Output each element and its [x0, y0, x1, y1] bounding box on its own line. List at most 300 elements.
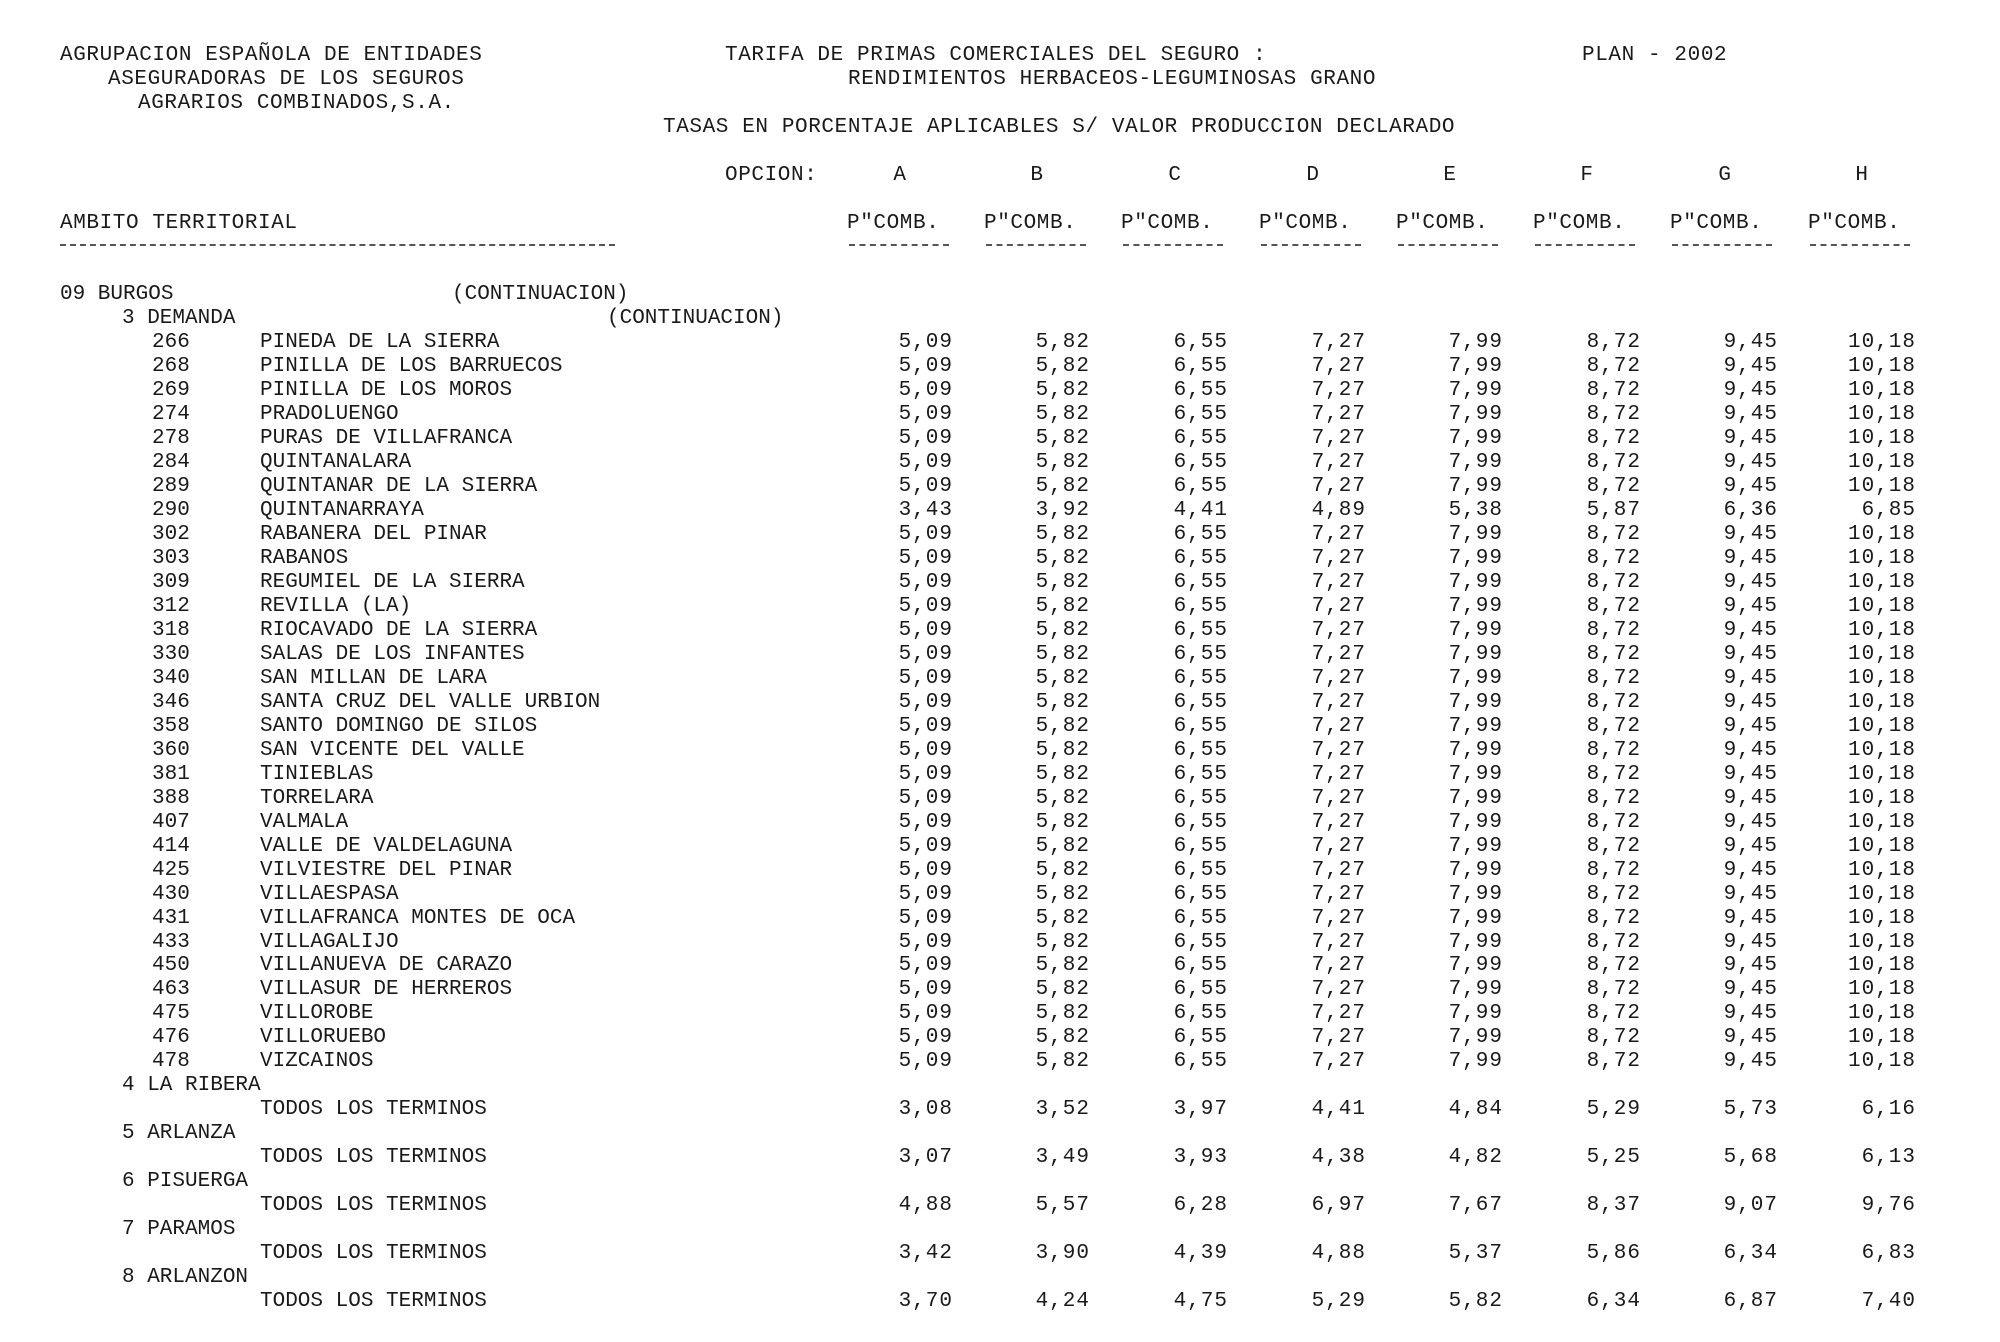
rate-value-a: 5,09 [898, 475, 953, 498]
rate-value-f: 8,72 [1586, 787, 1641, 810]
municipality-code: 425 [152, 859, 190, 882]
rate-value-h: 10,18 [1847, 331, 1916, 354]
rate-value-f: 8,72 [1586, 954, 1641, 977]
municipality-name: TINIEBLAS [260, 763, 374, 786]
rate-value-a: 5,09 [898, 978, 953, 1001]
tariff-title: TARIFA DE PRIMAS COMERCIALES DEL SEGURO : [725, 44, 1267, 67]
rate-value-b: 3,49 [1035, 1146, 1090, 1169]
rate-value-d: 7,27 [1311, 355, 1366, 378]
municipality-code: 433 [152, 931, 190, 954]
rate-value-g: 5,68 [1723, 1146, 1778, 1169]
rate-value-g: 6,87 [1723, 1290, 1778, 1313]
rate-value-h: 6,13 [1861, 1146, 1916, 1169]
column-label-a: P"COMB. [847, 212, 940, 235]
municipality-code: 476 [152, 1026, 190, 1049]
all-terms-label: TODOS LOS TERMINOS [260, 1194, 487, 1217]
rate-value-b: 5,82 [1035, 451, 1090, 474]
rate-value-g: 9,45 [1723, 571, 1778, 594]
municipality-name: VILLAGALIJO [260, 931, 399, 954]
rate-value-f: 8,72 [1586, 715, 1641, 738]
province-note: (CONTINUACION) [452, 283, 629, 306]
municipality-code: 346 [152, 691, 190, 714]
rate-value-d: 6,97 [1311, 1194, 1366, 1217]
municipality-name: VALLE DE VALDELAGUNA [260, 835, 513, 858]
rate-value-f: 8,72 [1586, 978, 1641, 1001]
municipality-code: 303 [152, 547, 190, 570]
rate-value-b: 5,82 [1035, 379, 1090, 402]
rate-value-a: 5,09 [898, 379, 953, 402]
rate-value-g: 9,45 [1723, 1026, 1778, 1049]
rate-value-h: 9,76 [1861, 1194, 1916, 1217]
rate-value-h: 10,18 [1847, 595, 1916, 618]
rate-value-f: 8,72 [1586, 619, 1641, 642]
rate-value-d: 7,27 [1311, 427, 1366, 450]
rate-value-c: 6,55 [1173, 523, 1228, 546]
rate-value-g: 9,45 [1723, 835, 1778, 858]
rate-value-c: 6,55 [1173, 427, 1228, 450]
rate-value-a: 5,09 [898, 523, 953, 546]
municipality-name: PURAS DE VILLAFRANCA [260, 427, 513, 450]
rate-value-b: 5,82 [1035, 475, 1090, 498]
rate-value-a: 4,88 [898, 1194, 953, 1217]
rate-value-a: 5,09 [898, 907, 953, 930]
rate-value-a: 5,09 [898, 643, 953, 666]
rate-value-a: 5,09 [898, 835, 953, 858]
rate-value-g: 6,34 [1723, 1242, 1778, 1265]
rate-value-d: 7,27 [1311, 739, 1366, 762]
rate-value-f: 8,72 [1586, 859, 1641, 882]
rate-value-a: 5,09 [898, 954, 953, 977]
column-label-e: P"COMB. [1396, 212, 1489, 235]
column-label-f: P"COMB. [1533, 212, 1626, 235]
rate-value-c: 6,55 [1173, 1002, 1228, 1025]
rate-value-h: 10,18 [1847, 571, 1916, 594]
rate-value-f: 8,72 [1586, 739, 1641, 762]
rate-value-a: 5,09 [898, 1002, 953, 1025]
rate-value-c: 6,55 [1173, 954, 1228, 977]
rate-value-g: 9,45 [1723, 355, 1778, 378]
rate-value-a: 5,09 [898, 667, 953, 690]
municipality-code: 330 [152, 643, 190, 666]
rate-value-g: 9,45 [1723, 475, 1778, 498]
rate-value-h: 10,18 [1847, 403, 1916, 426]
rate-value-e: 7,99 [1448, 379, 1503, 402]
rate-value-h: 10,18 [1847, 835, 1916, 858]
rate-value-h: 10,18 [1847, 883, 1916, 906]
org-name-line-1: AGRUPACION ESPAÑOLA DE ENTIDADES [60, 44, 483, 67]
ambito-territorial-label: AMBITO TERRITORIAL [60, 212, 298, 235]
rate-value-f: 8,72 [1586, 763, 1641, 786]
rate-value-e: 4,84 [1448, 1098, 1503, 1121]
rate-value-g: 9,45 [1723, 883, 1778, 906]
rate-value-h: 10,18 [1847, 451, 1916, 474]
rate-value-c: 6,28 [1173, 1194, 1228, 1217]
rate-value-c: 6,55 [1173, 691, 1228, 714]
rate-value-c: 4,41 [1173, 499, 1228, 522]
rate-value-e: 7,99 [1448, 451, 1503, 474]
rate-value-e: 7,99 [1448, 931, 1503, 954]
comarca-label: 4 LA RIBERA [122, 1074, 261, 1097]
rate-value-f: 8,72 [1586, 571, 1641, 594]
rate-value-g: 9,45 [1723, 523, 1778, 546]
rate-value-h: 6,83 [1861, 1242, 1916, 1265]
comarca-label: 5 ARLANZA [122, 1122, 236, 1145]
column-label-g: P"COMB. [1670, 212, 1763, 235]
municipality-name: RABANOS [260, 547, 349, 570]
rate-value-e: 7,99 [1448, 835, 1503, 858]
rate-value-a: 5,09 [898, 1026, 953, 1049]
rate-value-e: 7,99 [1448, 907, 1503, 930]
rate-value-g: 9,45 [1723, 931, 1778, 954]
rate-value-a: 5,09 [898, 355, 953, 378]
municipality-code: 388 [152, 787, 190, 810]
municipality-code: 318 [152, 619, 190, 642]
rate-value-d: 7,27 [1311, 403, 1366, 426]
rate-value-h: 10,18 [1847, 619, 1916, 642]
rate-value-c: 6,55 [1173, 667, 1228, 690]
rate-value-c: 6,55 [1173, 571, 1228, 594]
municipality-code: 274 [152, 403, 190, 426]
municipality-name: PINILLA DE LOS MOROS [260, 379, 513, 402]
rate-value-e: 7,99 [1448, 691, 1503, 714]
rate-value-d: 7,27 [1311, 571, 1366, 594]
rate-value-f: 8,72 [1586, 1026, 1641, 1049]
rate-value-d: 7,27 [1311, 811, 1366, 834]
rate-value-g: 9,45 [1723, 787, 1778, 810]
all-terms-label: TODOS LOS TERMINOS [260, 1242, 487, 1265]
rate-value-h: 10,18 [1847, 978, 1916, 1001]
rate-value-c: 6,55 [1173, 355, 1228, 378]
rate-value-c: 6,55 [1173, 619, 1228, 642]
municipality-name: PINEDA DE LA SIERRA [260, 331, 500, 354]
municipality-name: VILLANUEVA DE CARAZO [260, 954, 513, 977]
rate-value-e: 7,99 [1448, 1002, 1503, 1025]
rate-value-d: 7,27 [1311, 1050, 1366, 1073]
rate-value-d: 7,27 [1311, 523, 1366, 546]
rate-value-d: 7,27 [1311, 835, 1366, 858]
municipality-code: 269 [152, 379, 190, 402]
rate-value-b: 5,82 [1035, 1050, 1090, 1073]
municipality-code: 431 [152, 907, 190, 930]
rate-value-a: 3,42 [898, 1242, 953, 1265]
municipality-code: 358 [152, 715, 190, 738]
rate-value-a: 5,09 [898, 451, 953, 474]
rate-value-b: 5,82 [1035, 355, 1090, 378]
option-b: B [1030, 164, 1044, 187]
rate-value-f: 8,72 [1586, 1002, 1641, 1025]
municipality-code: 340 [152, 667, 190, 690]
rate-value-a: 5,09 [898, 595, 953, 618]
municipality-code: 278 [152, 427, 190, 450]
rate-value-g: 9,45 [1723, 667, 1778, 690]
rate-value-f: 8,72 [1586, 931, 1641, 954]
rate-value-d: 5,29 [1311, 1290, 1366, 1313]
rate-value-d: 7,27 [1311, 787, 1366, 810]
rate-value-e: 7,99 [1448, 1026, 1503, 1049]
rate-value-b: 5,82 [1035, 835, 1090, 858]
rate-value-c: 6,55 [1173, 763, 1228, 786]
rate-value-h: 10,18 [1847, 379, 1916, 402]
rate-value-b: 4,24 [1035, 1290, 1090, 1313]
rate-value-d: 7,27 [1311, 859, 1366, 882]
rate-value-e: 7,99 [1448, 883, 1503, 906]
rate-value-a: 3,08 [898, 1098, 953, 1121]
rate-value-b: 5,82 [1035, 954, 1090, 977]
municipality-code: 475 [152, 1002, 190, 1025]
rate-value-d: 7,27 [1311, 954, 1366, 977]
rate-value-e: 5,38 [1448, 499, 1503, 522]
rate-value-b: 5,82 [1035, 739, 1090, 762]
municipality-code: 360 [152, 739, 190, 762]
rate-value-f: 8,72 [1586, 643, 1641, 666]
rate-value-a: 5,09 [898, 619, 953, 642]
rate-value-f: 8,37 [1586, 1194, 1641, 1217]
rate-value-g: 9,45 [1723, 547, 1778, 570]
rate-value-h: 10,18 [1847, 355, 1916, 378]
option-g: G [1718, 164, 1732, 187]
rate-value-f: 5,29 [1586, 1098, 1641, 1121]
rate-value-a: 5,09 [898, 571, 953, 594]
rate-value-d: 7,27 [1311, 978, 1366, 1001]
rate-value-b: 5,82 [1035, 787, 1090, 810]
rate-value-b: 5,82 [1035, 571, 1090, 594]
rate-value-a: 5,09 [898, 691, 953, 714]
municipality-name: VILVIESTRE DEL PINAR [260, 859, 513, 882]
rate-value-g: 9,45 [1723, 595, 1778, 618]
rate-value-h: 10,18 [1847, 907, 1916, 930]
rate-value-g: 6,36 [1723, 499, 1778, 522]
municipality-name: VILLORUEBO [260, 1026, 387, 1049]
municipality-name: QUINTANAR DE LA SIERRA [260, 475, 538, 498]
municipality-code: 268 [152, 355, 190, 378]
rate-value-e: 7,99 [1448, 331, 1503, 354]
tariff-subtitle: RENDIMIENTOS HERBACEOS-LEGUMINOSAS GRANO [848, 68, 1377, 91]
municipality-code: 478 [152, 1050, 190, 1073]
option-c: C [1168, 164, 1182, 187]
rate-value-b: 5,82 [1035, 427, 1090, 450]
rate-value-d: 4,41 [1311, 1098, 1366, 1121]
rate-value-g: 9,45 [1723, 954, 1778, 977]
rate-value-f: 8,72 [1586, 427, 1641, 450]
rate-value-g: 9,45 [1723, 907, 1778, 930]
rate-value-f: 5,86 [1586, 1242, 1641, 1265]
municipality-code: 450 [152, 954, 190, 977]
municipality-code: 414 [152, 835, 190, 858]
rate-value-h: 10,18 [1847, 1050, 1916, 1073]
municipality-name: VIZCAINOS [260, 1050, 374, 1073]
rate-value-b: 5,82 [1035, 883, 1090, 906]
rate-value-c: 6,55 [1173, 379, 1228, 402]
rate-value-c: 6,55 [1173, 787, 1228, 810]
rate-value-d: 7,27 [1311, 907, 1366, 930]
option-f: F [1580, 164, 1594, 187]
rate-value-h: 10,18 [1847, 787, 1916, 810]
rate-value-h: 10,18 [1847, 859, 1916, 882]
rate-value-c: 6,55 [1173, 931, 1228, 954]
comarca-label: 7 PARAMOS [122, 1218, 236, 1241]
rate-value-e: 7,99 [1448, 547, 1503, 570]
rate-value-g: 9,45 [1723, 331, 1778, 354]
comarca-note: (CONTINUACION) [607, 307, 784, 330]
rate-value-h: 10,18 [1847, 1002, 1916, 1025]
municipality-name: REVILLA (LA) [260, 595, 412, 618]
rate-value-h: 10,18 [1847, 811, 1916, 834]
rate-value-a: 5,09 [898, 739, 953, 762]
rate-value-d: 7,27 [1311, 619, 1366, 642]
rate-value-e: 7,99 [1448, 739, 1503, 762]
rate-value-e: 7,99 [1448, 427, 1503, 450]
rate-value-a: 5,09 [898, 931, 953, 954]
rate-value-e: 7,99 [1448, 763, 1503, 786]
municipality-name: VILLAFRANCA MONTES DE OCA [260, 907, 576, 930]
rate-value-e: 7,99 [1448, 715, 1503, 738]
municipality-code: 284 [152, 451, 190, 474]
municipality-name: RIOCAVADO DE LA SIERRA [260, 619, 538, 642]
column-label-c: P"COMB. [1121, 212, 1214, 235]
org-name-line-3: AGRARIOS COMBINADOS,S.A. [138, 92, 455, 115]
rate-value-h: 10,18 [1847, 1026, 1916, 1049]
rate-value-e: 7,99 [1448, 859, 1503, 882]
rate-value-d: 7,27 [1311, 475, 1366, 498]
rate-value-f: 8,72 [1586, 883, 1641, 906]
rate-value-d: 7,27 [1311, 1002, 1366, 1025]
rate-value-f: 8,72 [1586, 835, 1641, 858]
rate-value-b: 5,82 [1035, 763, 1090, 786]
rate-value-b: 5,57 [1035, 1194, 1090, 1217]
rate-value-b: 3,52 [1035, 1098, 1090, 1121]
rate-value-f: 8,72 [1586, 691, 1641, 714]
column-label-d: P"COMB. [1259, 212, 1352, 235]
rate-value-c: 6,55 [1173, 907, 1228, 930]
rate-value-h: 10,18 [1847, 691, 1916, 714]
rate-value-g: 9,45 [1723, 403, 1778, 426]
municipality-name: RABANERA DEL PINAR [260, 523, 487, 546]
rate-value-c: 6,55 [1173, 715, 1228, 738]
rate-value-h: 10,18 [1847, 763, 1916, 786]
municipality-code: 463 [152, 978, 190, 1001]
rate-value-d: 7,27 [1311, 643, 1366, 666]
rate-value-f: 6,34 [1586, 1290, 1641, 1313]
municipality-code: 430 [152, 883, 190, 906]
rate-value-g: 9,45 [1723, 1050, 1778, 1073]
rate-value-g: 9,45 [1723, 859, 1778, 882]
rate-value-h: 6,16 [1861, 1098, 1916, 1121]
rate-value-f: 8,72 [1586, 667, 1641, 690]
rate-value-a: 3,07 [898, 1146, 953, 1169]
rate-value-e: 7,99 [1448, 787, 1503, 810]
rate-value-g: 9,45 [1723, 763, 1778, 786]
rate-value-a: 5,09 [898, 787, 953, 810]
municipality-name: SALAS DE LOS INFANTES [260, 643, 525, 666]
rate-value-e: 5,37 [1448, 1242, 1503, 1265]
rate-value-c: 6,55 [1173, 595, 1228, 618]
rate-value-b: 5,82 [1035, 667, 1090, 690]
rate-value-e: 7,99 [1448, 667, 1503, 690]
rate-value-b: 5,82 [1035, 1026, 1090, 1049]
rate-value-e: 7,99 [1448, 475, 1503, 498]
rate-value-h: 7,40 [1861, 1290, 1916, 1313]
rate-value-a: 5,09 [898, 811, 953, 834]
rate-value-d: 7,27 [1311, 547, 1366, 570]
rate-value-a: 5,09 [898, 403, 953, 426]
municipality-name: VILLAESPASA [260, 883, 399, 906]
rate-value-d: 7,27 [1311, 715, 1366, 738]
plan-label: PLAN - 2002 [1582, 44, 1728, 67]
rate-value-a: 5,09 [898, 859, 953, 882]
municipality-name: SAN MILLAN DE LARA [260, 667, 487, 690]
rate-value-b: 5,82 [1035, 931, 1090, 954]
rate-value-c: 4,39 [1173, 1242, 1228, 1265]
rate-value-g: 9,07 [1723, 1194, 1778, 1217]
rates-description: TASAS EN PORCENTAJE APLICABLES S/ VALOR PRODUCCION DECLARADO [663, 116, 1456, 139]
province-label: 09 BURGOS [60, 283, 174, 306]
rate-value-f: 8,72 [1586, 355, 1641, 378]
comarca-label: 8 ARLANZON [122, 1266, 249, 1289]
rate-value-h: 10,18 [1847, 427, 1916, 450]
column-label-h: P"COMB. [1808, 212, 1901, 235]
rate-value-b: 5,82 [1035, 547, 1090, 570]
municipality-name: SAN VICENTE DEL VALLE [260, 739, 525, 762]
rate-value-f: 8,72 [1586, 379, 1641, 402]
municipality-name: SANTA CRUZ DEL VALLE URBION [260, 691, 601, 714]
rate-value-e: 7,99 [1448, 523, 1503, 546]
rate-value-b: 5,82 [1035, 715, 1090, 738]
rate-value-d: 7,27 [1311, 331, 1366, 354]
rate-value-c: 4,75 [1173, 1290, 1228, 1313]
option-a: A [893, 164, 907, 187]
rate-value-c: 6,55 [1173, 883, 1228, 906]
rate-value-d: 7,27 [1311, 667, 1366, 690]
rate-value-e: 7,99 [1448, 811, 1503, 834]
rate-value-h: 6,85 [1861, 499, 1916, 522]
rate-value-e: 7,99 [1448, 571, 1503, 594]
rate-value-g: 5,73 [1723, 1098, 1778, 1121]
all-terms-label: TODOS LOS TERMINOS [260, 1290, 487, 1313]
rate-value-f: 8,72 [1586, 475, 1641, 498]
rate-value-c: 6,55 [1173, 811, 1228, 834]
municipality-name: SANTO DOMINGO DE SILOS [260, 715, 538, 738]
rate-value-d: 7,27 [1311, 1026, 1366, 1049]
rate-value-f: 5,25 [1586, 1146, 1641, 1169]
rate-value-d: 7,27 [1311, 691, 1366, 714]
rate-value-e: 4,82 [1448, 1146, 1503, 1169]
rate-value-h: 10,18 [1847, 523, 1916, 546]
rate-value-b: 5,82 [1035, 811, 1090, 834]
municipality-name: QUINTANALARA [260, 451, 412, 474]
rate-value-a: 5,09 [898, 883, 953, 906]
rate-value-c: 6,55 [1173, 835, 1228, 858]
rate-value-e: 7,67 [1448, 1194, 1503, 1217]
rate-value-g: 9,45 [1723, 739, 1778, 762]
rate-value-d: 7,27 [1311, 595, 1366, 618]
rate-value-e: 7,99 [1448, 619, 1503, 642]
municipality-name: PRADOLUENGO [260, 403, 399, 426]
municipality-name: TORRELARA [260, 787, 374, 810]
opcion-label: OPCION: [725, 164, 818, 187]
rate-value-f: 8,72 [1586, 907, 1641, 930]
rate-value-c: 3,93 [1173, 1146, 1228, 1169]
org-name-line-2: ASEGURADORAS DE LOS SEGUROS [108, 68, 465, 91]
rate-value-e: 7,99 [1448, 643, 1503, 666]
rate-value-d: 7,27 [1311, 379, 1366, 402]
rate-value-e: 7,99 [1448, 355, 1503, 378]
municipality-code: 289 [152, 475, 190, 498]
rate-value-a: 5,09 [898, 1050, 953, 1073]
rate-value-d: 4,88 [1311, 1242, 1366, 1265]
rate-value-h: 10,18 [1847, 954, 1916, 977]
rate-value-f: 8,72 [1586, 595, 1641, 618]
rate-value-b: 5,82 [1035, 619, 1090, 642]
